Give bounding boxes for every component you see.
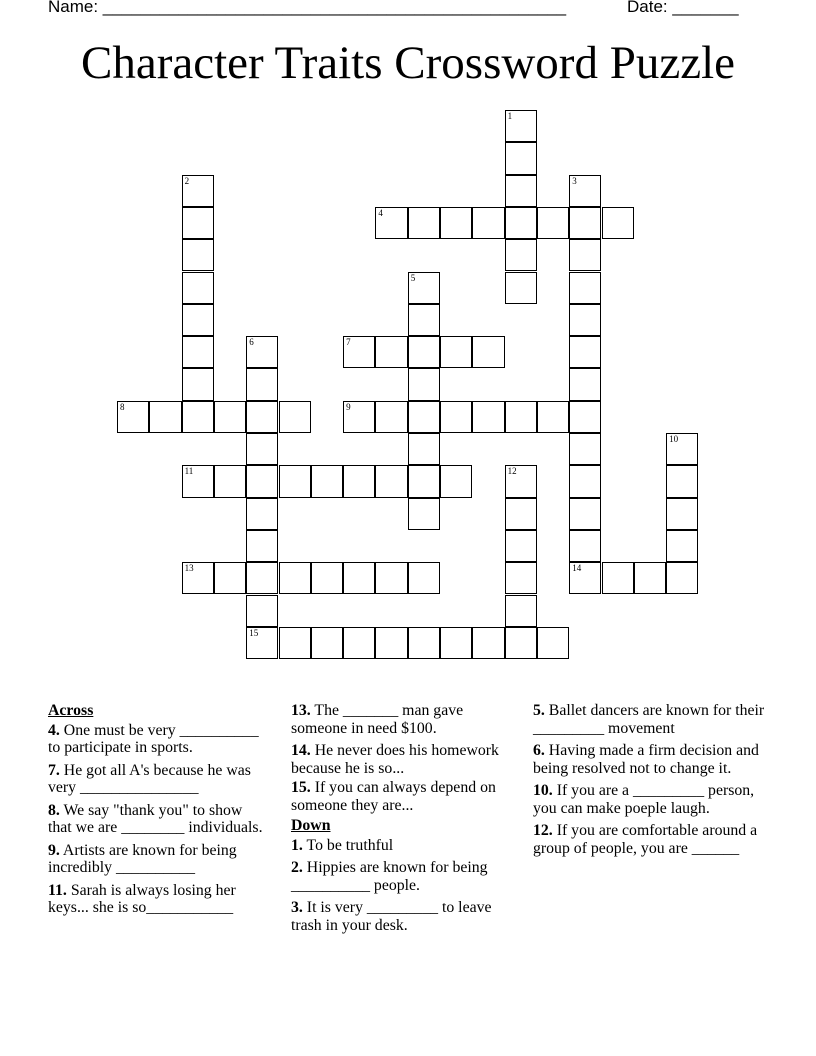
crossword-cell[interactable] [569, 304, 601, 336]
crossword-cell[interactable] [505, 401, 537, 433]
clue-number: 11 [184, 466, 194, 477]
crossword-cell[interactable] [408, 562, 440, 594]
crossword-cell[interactable] [569, 272, 601, 304]
clue-down-2: 2. Hippies are known for being __________ people. [291, 859, 488, 894]
clue-across-11: 11. Sarah is always losing her keys... she is so___________ [48, 881, 236, 916]
crossword-cell[interactable] [569, 368, 601, 400]
crossword-cell[interactable] [246, 498, 278, 530]
crossword-cell[interactable] [408, 627, 440, 659]
crossword-cell[interactable] [246, 368, 278, 400]
crossword-cell[interactable] [375, 562, 407, 594]
crossword-cell[interactable] [375, 401, 407, 433]
crossword-cell[interactable] [505, 530, 537, 562]
crossword-cell[interactable] [182, 465, 214, 497]
crossword-cell[interactable] [569, 562, 601, 594]
crossword-cell[interactable] [311, 562, 343, 594]
crossword-cell[interactable] [408, 272, 440, 304]
clue-number: 4 [378, 207, 383, 218]
crossword-cell[interactable] [569, 239, 601, 271]
name-field: Name: _________________________________________________ [48, 0, 567, 16]
crossword-cell[interactable] [375, 465, 407, 497]
crossword-cell[interactable] [182, 239, 214, 271]
clue-number: 10 [669, 434, 679, 444]
crossword-cell[interactable] [182, 336, 214, 368]
crossword-cell[interactable] [569, 465, 601, 497]
crossword-cell[interactable] [505, 207, 537, 239]
crossword-cell[interactable] [440, 627, 472, 659]
crossword-cell[interactable] [666, 562, 698, 594]
crossword-cell[interactable] [117, 401, 149, 433]
crossword-cell[interactable] [311, 627, 343, 659]
clue-across-4: 4. One must be very __________ to participate in sports. [48, 721, 259, 756]
crossword-cell[interactable] [602, 207, 634, 239]
crossword-cell[interactable] [375, 627, 407, 659]
crossword-cell[interactable] [246, 627, 278, 659]
clue-down-3: 3. It is very _________ to leave trash in your desk. [291, 899, 492, 934]
crossword-cell[interactable] [634, 562, 666, 594]
clue-across-14: 14. He never does his homework because he is so... [291, 742, 499, 777]
across-heading: Across [48, 702, 94, 719]
crossword-cell[interactable] [537, 627, 569, 659]
crossword-cell[interactable] [375, 207, 407, 239]
crossword-cell[interactable] [505, 110, 537, 142]
crossword-cell[interactable] [505, 239, 537, 271]
crossword-cell[interactable] [214, 465, 246, 497]
crossword-cell[interactable] [505, 175, 537, 207]
crossword-cell[interactable] [311, 465, 343, 497]
crossword-cell[interactable] [440, 401, 472, 433]
clue-number: 1 [507, 111, 513, 121]
clue-down-12: 12. If you are comfortable around a group of people, you are ______ [533, 822, 758, 857]
crossword-cell[interactable] [666, 530, 698, 562]
date-field: Date: _______ [627, 0, 739, 16]
crossword-cell[interactable] [214, 562, 246, 594]
crossword-cell[interactable] [408, 401, 440, 433]
crossword-cell[interactable] [182, 272, 214, 304]
crossword-cell[interactable] [408, 498, 440, 530]
crossword-cell[interactable] [505, 465, 537, 497]
clue-down-10: 10. If you are a _________ person, you can make poeple laugh. [533, 782, 755, 817]
crossword-cell[interactable] [182, 401, 214, 433]
clue-number: 14 [572, 563, 582, 574]
crossword-cell[interactable] [537, 207, 569, 239]
clue-across-8: 8. We say "thank you" to show that we are ________ individuals. [48, 801, 263, 836]
crossword-cell[interactable] [149, 401, 181, 433]
down-heading: Down [291, 817, 331, 834]
crossword-cell[interactable] [246, 401, 278, 433]
crossword-cell[interactable] [505, 562, 537, 594]
clue-number: 3 [572, 175, 577, 186]
clue-across-15: 15. If you can always depend on someone they are... [291, 779, 496, 814]
crossword-cell[interactable] [440, 336, 472, 368]
crossword-cell[interactable] [246, 465, 278, 497]
crossword-cell[interactable] [569, 498, 601, 530]
crossword-cell[interactable] [246, 530, 278, 562]
crossword-cell[interactable] [375, 336, 407, 368]
crossword-cell[interactable] [279, 627, 311, 659]
crossword-cell[interactable] [440, 207, 472, 239]
clue-number: 2 [184, 175, 190, 186]
crossword-cell[interactable] [505, 272, 537, 304]
crossword-cell[interactable] [408, 304, 440, 336]
clue-number: 9 [346, 401, 351, 412]
clue-number: 8 [120, 401, 125, 412]
crossword-cell[interactable] [666, 433, 698, 465]
clue-number: 7 [346, 337, 351, 348]
crossword-cell[interactable] [343, 336, 375, 368]
crossword-cell[interactable] [343, 627, 375, 659]
crossword-cell[interactable] [246, 433, 278, 465]
crossword-cell[interactable] [505, 498, 537, 530]
page-title: Character Traits Crossword Puzzle [81, 37, 735, 89]
crossword-cell[interactable] [182, 175, 214, 207]
crossword-cell[interactable] [279, 562, 311, 594]
clue-number: 12 [507, 466, 517, 477]
crossword-cell[interactable] [505, 142, 537, 174]
crossword-cell[interactable] [182, 304, 214, 336]
clue-number: 5 [410, 272, 416, 283]
crossword-cell[interactable] [279, 401, 311, 433]
crossword-cell[interactable] [472, 336, 504, 368]
crossword-cell[interactable] [246, 336, 278, 368]
crossword-cell[interactable] [537, 401, 569, 433]
crossword-cell[interactable] [472, 401, 504, 433]
clue-across-9: 9. Artists are known for being incredibly __________ [48, 841, 237, 876]
crossword-cell[interactable] [472, 627, 504, 659]
crossword-cell[interactable] [214, 401, 246, 433]
crossword-cell[interactable] [569, 175, 601, 207]
crossword-cell[interactable] [279, 465, 311, 497]
crossword-cell[interactable] [602, 562, 634, 594]
crossword-cell[interactable] [505, 627, 537, 659]
clue-across-13: 13. The _______ man gave someone in need $100. [291, 702, 464, 737]
crossword-cell[interactable] [246, 595, 278, 627]
clue-down-6: 6. Having made a firm decision and being resolved not to change it. [533, 742, 759, 777]
crossword-cell[interactable] [343, 401, 375, 433]
crossword-cell[interactable] [472, 207, 504, 239]
clue-down-1: 1. To be truthful [291, 836, 394, 854]
crossword-cell[interactable] [343, 562, 375, 594]
crossword-cell[interactable] [569, 207, 601, 239]
clue-number: 6 [249, 337, 254, 348]
crossword-cell[interactable] [408, 465, 440, 497]
clue-number: 13 [184, 563, 194, 574]
crossword-cell[interactable] [246, 562, 278, 594]
clues-column-2 [291, 702, 513, 939]
crossword-cell[interactable] [440, 465, 472, 497]
crossword-cell[interactable] [569, 401, 601, 433]
crossword-cell[interactable] [408, 336, 440, 368]
clues-column-3 [533, 702, 765, 862]
crossword-cell[interactable] [182, 368, 214, 400]
clue-down-5: 5. Ballet dancers are known for their _________ movement [533, 702, 765, 737]
crossword-cell[interactable] [666, 465, 698, 497]
crossword-cell[interactable] [569, 433, 601, 465]
crossword-cell[interactable] [408, 433, 440, 465]
crossword-cell[interactable] [408, 368, 440, 400]
crossword-cell[interactable] [666, 498, 698, 530]
crossword-cell[interactable] [182, 562, 214, 594]
clues-column-1 [48, 702, 264, 922]
crossword-cell[interactable] [343, 465, 375, 497]
crossword-cell[interactable] [408, 207, 440, 239]
clue-number: 15 [249, 627, 259, 638]
crossword-cell[interactable] [569, 336, 601, 368]
crossword-cell[interactable] [182, 207, 214, 239]
crossword-cell[interactable] [569, 530, 601, 562]
crossword-cell[interactable] [505, 595, 537, 627]
clue-across-7: 7. He got all A's because he was very _______________ [48, 761, 251, 796]
